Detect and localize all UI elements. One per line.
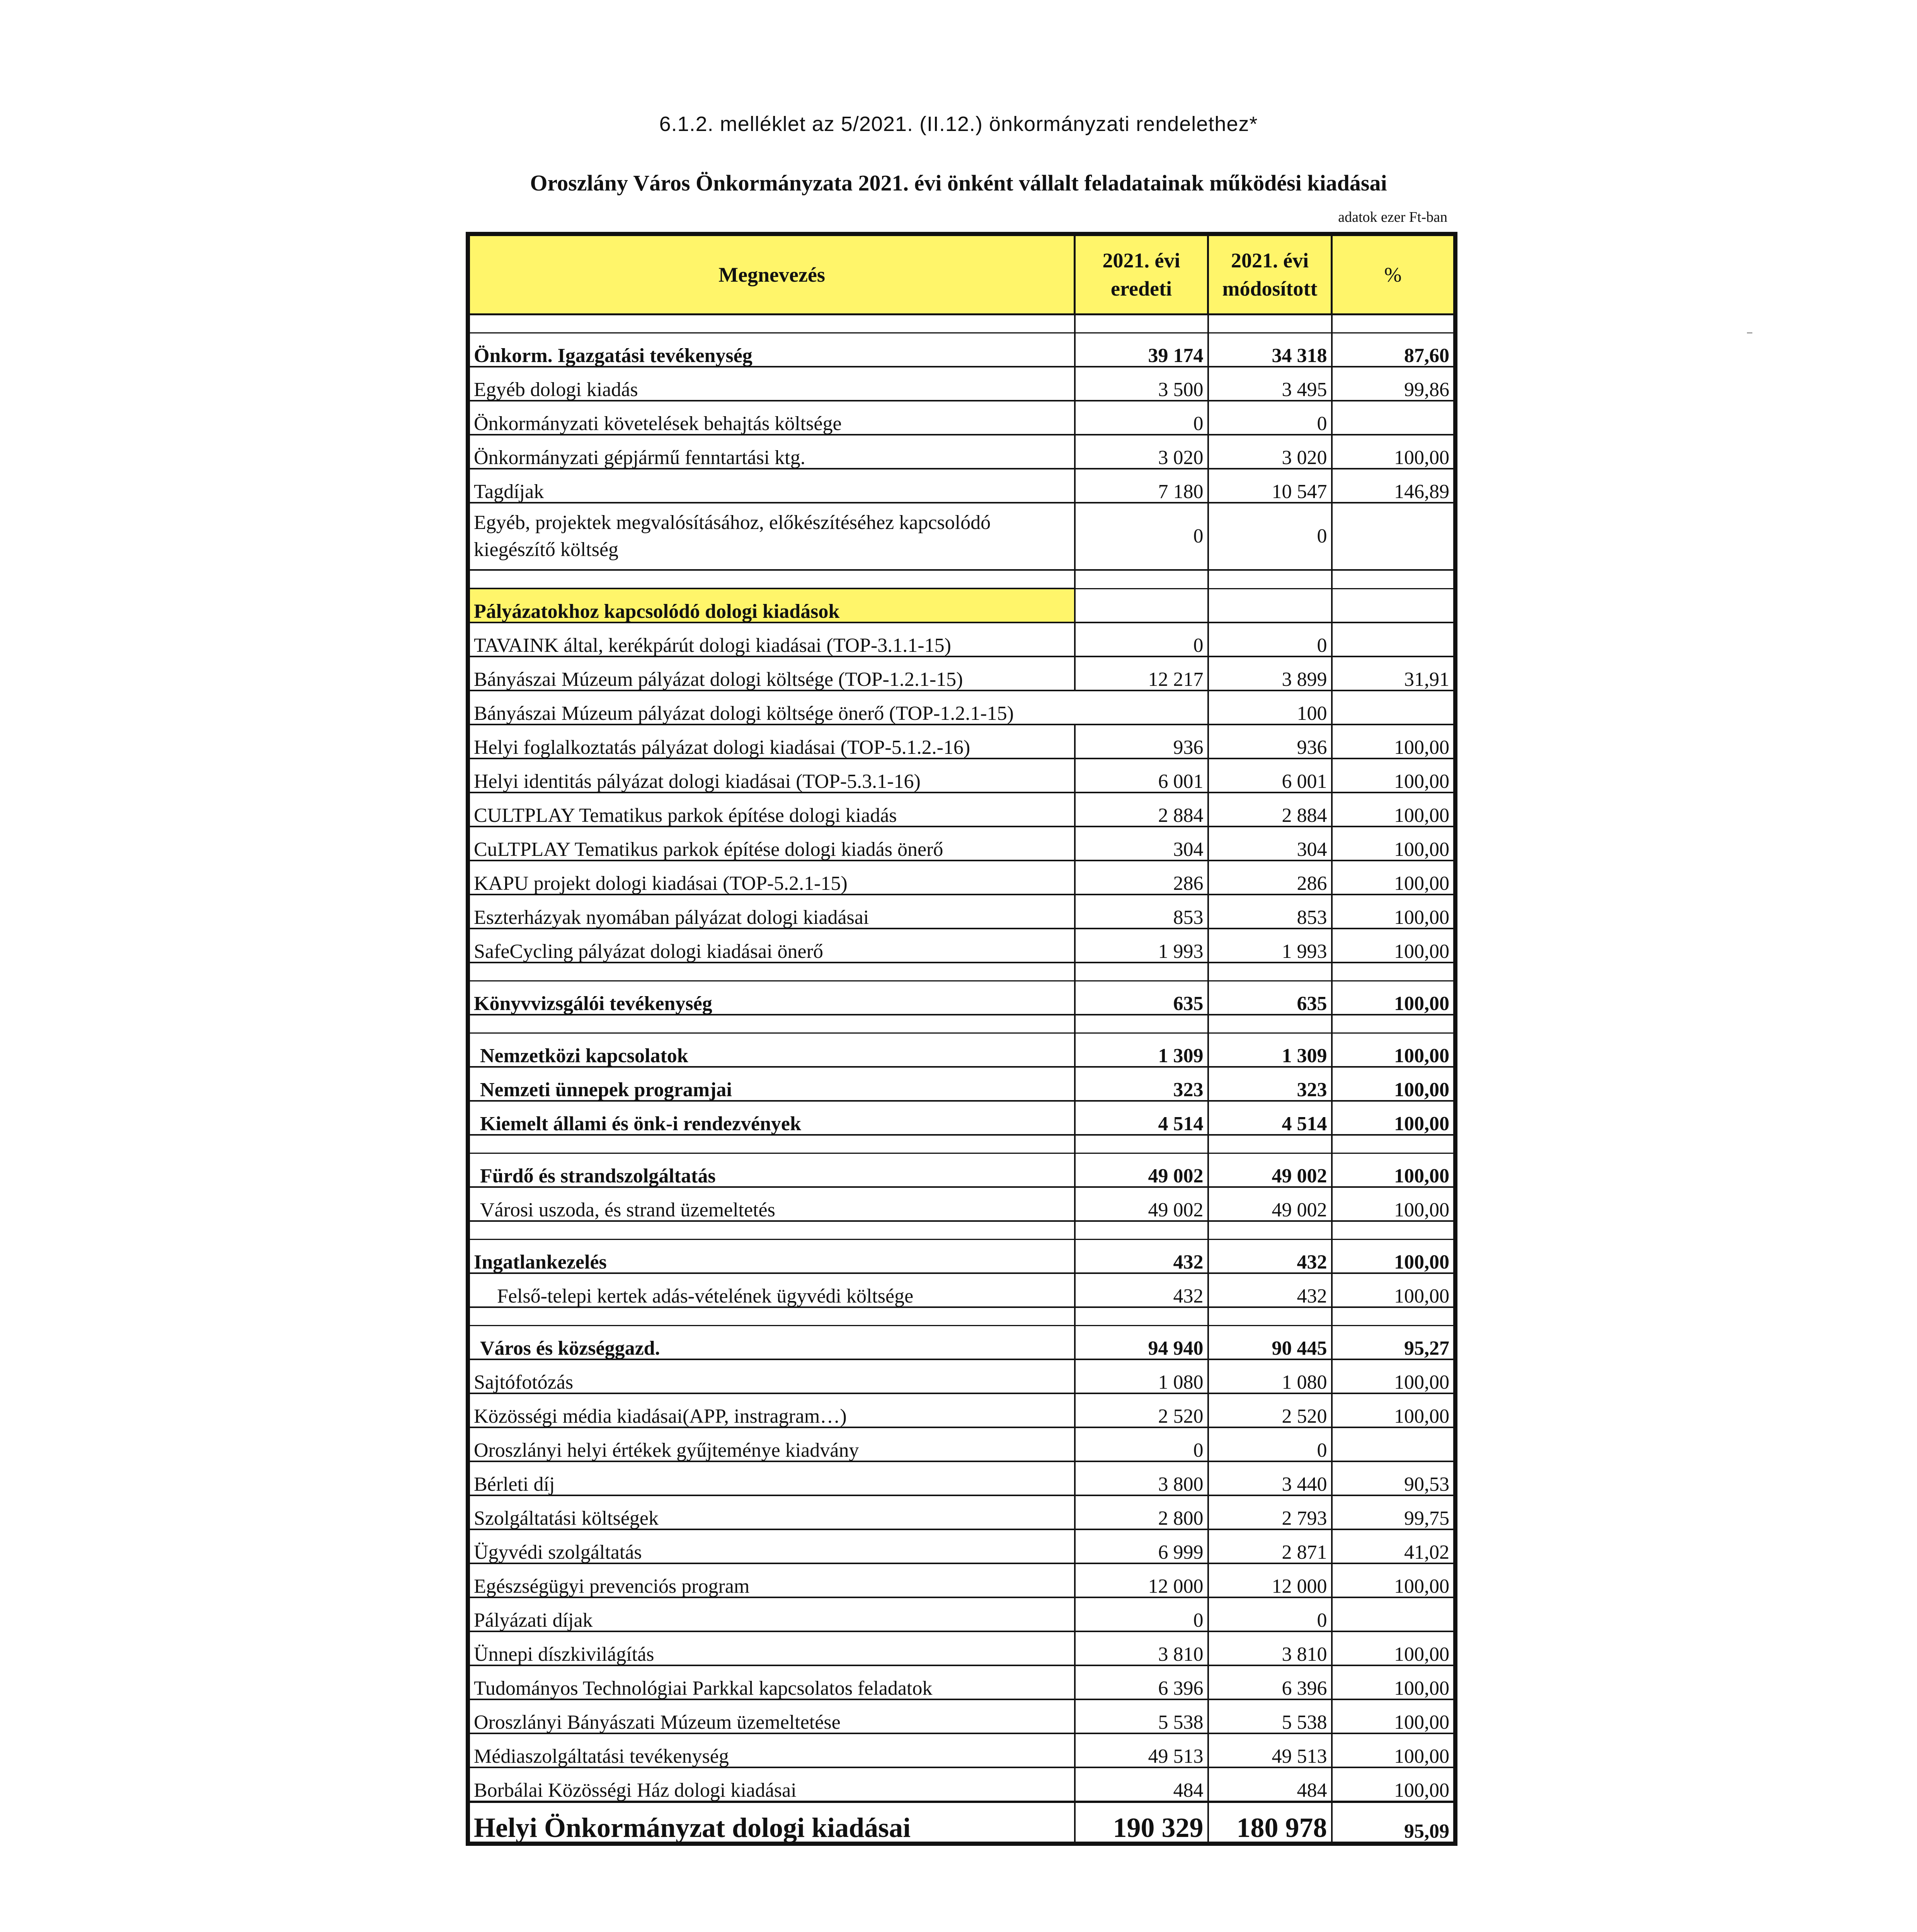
row-percent: 100,00: [1332, 1067, 1456, 1101]
row-original: 49 002: [1075, 1187, 1208, 1221]
row-name: Médiaszolgáltatási tevékenység: [468, 1733, 1075, 1767]
row-percent: 100,00: [1332, 895, 1456, 929]
row-name: Nemzetközi kapcsolatok: [468, 1033, 1075, 1067]
total-row: [468, 1802, 1456, 1844]
row-name: Önkorm. Igazgatási tevékenység: [468, 333, 1075, 367]
row-percent: 100,00: [1332, 1767, 1456, 1802]
table-row: [468, 759, 1456, 793]
row-name: TAVAINK által, kerékpárút dologi kiadásai (TOP-3.1.1-15): [468, 622, 1075, 656]
row-name: Városi uszoda, és strand üzemeltetés: [468, 1187, 1075, 1221]
row-modified: 1 080: [1208, 1359, 1332, 1393]
row-modified: 6 001: [1208, 759, 1332, 793]
spacer-row: [468, 315, 1456, 333]
table-row: [468, 1273, 1456, 1307]
table-row: [468, 724, 1456, 759]
table-row: [468, 1699, 1456, 1733]
row-name: Nemzeti ünnepek programjai: [468, 1067, 1075, 1101]
table-row: [468, 1240, 1456, 1274]
row-percent: 100,00: [1332, 1699, 1456, 1733]
row-modified: 49 002: [1208, 1187, 1332, 1221]
row-modified: 0: [1208, 1427, 1332, 1461]
section-name: Pályázatokhoz kapcsolódó dologi kiadások: [468, 588, 1075, 622]
table-row: [468, 469, 1456, 503]
table-row: [468, 1153, 1456, 1187]
table-row: [468, 981, 1456, 1015]
row-percent: 100,00: [1332, 1240, 1456, 1274]
row-name: Önkormányzati gépjármű fenntartási ktg.: [468, 435, 1075, 469]
row-percent: 95,27: [1332, 1326, 1456, 1360]
row-original: 6 999: [1075, 1529, 1208, 1563]
row-name: Helyi foglalkoztatás pályázat dologi kiadásai (TOP-5.1.2.-16): [468, 724, 1075, 759]
row-name: Könyvvizsgálói tevékenység: [468, 981, 1075, 1015]
header-original: 2021. évi eredeti: [1075, 234, 1208, 315]
row-modified: 49 513: [1208, 1733, 1332, 1767]
row-modified: 0: [1208, 401, 1332, 435]
row-original: 6 396: [1075, 1665, 1208, 1699]
section-row: [468, 588, 1456, 622]
row-percent: 100,00: [1332, 1631, 1456, 1665]
row-name: Kiemelt állami és önk-i rendezvények: [468, 1101, 1075, 1135]
row-percent: [1332, 622, 1456, 656]
row-modified: 635: [1208, 981, 1332, 1015]
row-modified: 49 002: [1208, 1153, 1332, 1187]
table-row: [468, 622, 1456, 656]
row-percent: [1332, 690, 1456, 724]
row-percent: 100,00: [1332, 1665, 1456, 1699]
table-row: [468, 861, 1456, 895]
row-modified: 100: [1208, 690, 1332, 724]
row-modified: 0: [1208, 622, 1332, 656]
row-percent: [1332, 401, 1456, 435]
row-modified: 0: [1208, 1597, 1332, 1631]
row-modified: 2 884: [1208, 793, 1332, 827]
table-row: [468, 367, 1456, 401]
total-modified: 180 978: [1208, 1802, 1332, 1844]
table-row: [468, 1187, 1456, 1221]
row-percent: 100,00: [1332, 1393, 1456, 1427]
row-modified: 4 514: [1208, 1101, 1332, 1135]
attachment-header-note: 6.1.2. melléklet az 5/2021. (II.12.) önkormányzati rendelethez*: [659, 112, 1258, 136]
row-original: 0: [1075, 503, 1208, 570]
table1-header-row: [468, 234, 1456, 315]
row-original: 286: [1075, 861, 1208, 895]
row-name: Felső-telepi kertek adás-vételének ügyvédi költsége: [468, 1273, 1075, 1307]
row-name: Borbálai Közösségi Ház dologi kiadásai: [468, 1767, 1075, 1802]
table-row: [468, 1597, 1456, 1631]
row-name: Szolgáltatási költségek: [468, 1495, 1075, 1529]
table-row: [468, 435, 1456, 469]
row-original: 6 001: [1075, 759, 1208, 793]
spacer-row: [468, 570, 1456, 588]
row-original: 1 080: [1075, 1359, 1208, 1393]
row-original: 3 810: [1075, 1631, 1208, 1665]
row-name: Bányászai Múzeum pályázat dologi költsége önerő (TOP-1.2.1-15): [468, 690, 1208, 724]
row-modified: 1 993: [1208, 929, 1332, 963]
row-name: Közösségi média kiadásai(APP, instragram…): [468, 1393, 1075, 1427]
row-original: 853: [1075, 895, 1208, 929]
table-row: [468, 1563, 1456, 1597]
table-row: [468, 401, 1456, 435]
header-modified: 2021. évi módosított: [1208, 234, 1332, 315]
row-original: 0: [1075, 1597, 1208, 1631]
spacer-row: [468, 1307, 1456, 1326]
row-original: 484: [1075, 1767, 1208, 1802]
row-original: 49 513: [1075, 1733, 1208, 1767]
row-percent: 100,00: [1332, 1273, 1456, 1307]
row-percent: 100,00: [1332, 793, 1456, 827]
row-name: CULTPLAY Tematikus parkok építése dologi kiadás: [468, 793, 1075, 827]
row-percent: 90,53: [1332, 1461, 1456, 1495]
row-original: 12 217: [1075, 656, 1208, 690]
row-modified: 3 810: [1208, 1631, 1332, 1665]
row-original: 3 800: [1075, 1461, 1208, 1495]
row-name: Egyéb dologi kiadás: [468, 367, 1075, 401]
row-original: 936: [1075, 724, 1208, 759]
row-name: Ügyvédi szolgáltatás: [468, 1529, 1075, 1563]
row-percent: 100,00: [1332, 1033, 1456, 1067]
row-modified: 3 899: [1208, 656, 1332, 690]
row-percent: 100,00: [1332, 827, 1456, 861]
row-original: 1 993: [1075, 929, 1208, 963]
row-name: Tudományos Technológiai Parkkal kapcsolatos feladatok: [468, 1665, 1075, 1699]
row-percent: 100,00: [1332, 1101, 1456, 1135]
table-row: [468, 827, 1456, 861]
table-row: [468, 1427, 1456, 1461]
row-original: 5 538: [1075, 1699, 1208, 1733]
row-original: 4 514: [1075, 1101, 1208, 1135]
row-percent: 99,75: [1332, 1495, 1456, 1529]
row-name: Önkormányzati követelések behajtás költsége: [468, 401, 1075, 435]
row-original: 3 020: [1075, 435, 1208, 469]
row-percent: 100,00: [1332, 1153, 1456, 1187]
row-original: 0: [1075, 622, 1208, 656]
row-percent: 100,00: [1332, 1733, 1456, 1767]
row-modified: 304: [1208, 827, 1332, 861]
row-name: CuLTPLAY Tematikus parkok építése dologi kiadás önerő: [468, 827, 1075, 861]
row-modified: 10 547: [1208, 469, 1332, 503]
row-percent: 100,00: [1332, 759, 1456, 793]
table-row: [468, 1326, 1456, 1360]
row-name: Pályázati díjak: [468, 1597, 1075, 1631]
row-percent: 41,02: [1332, 1529, 1456, 1563]
table-row: [468, 1733, 1456, 1767]
row-modified: 3 440: [1208, 1461, 1332, 1495]
row-name: Helyi identitás pályázat dologi kiadásai (TOP-5.3.1-16): [468, 759, 1075, 793]
row-modified: 5 538: [1208, 1699, 1332, 1733]
table-row: [468, 1529, 1456, 1563]
table-row: [468, 1461, 1456, 1495]
table-row: [468, 1631, 1456, 1665]
row-name: Ünnepi díszkivilágítás: [468, 1631, 1075, 1665]
spacer-row: [468, 1135, 1456, 1153]
row-name: Sajtófotózás: [468, 1359, 1075, 1393]
row-name: Ingatlankezelés: [468, 1240, 1075, 1274]
table-row: [468, 1359, 1456, 1393]
row-original: 304: [1075, 827, 1208, 861]
total-percent: 95,09: [1332, 1802, 1456, 1844]
total-original: 190 329: [1075, 1802, 1208, 1844]
row-percent: [1332, 503, 1456, 570]
row-original: 0: [1075, 1427, 1208, 1461]
row-original: 39 174: [1075, 333, 1208, 367]
row-modified: 6 396: [1208, 1665, 1332, 1699]
row-modified: 432: [1208, 1240, 1332, 1274]
row-modified: 432: [1208, 1273, 1332, 1307]
row-modified: 2 793: [1208, 1495, 1332, 1529]
total-name: Helyi Önkormányzat dologi kiadásai: [468, 1802, 1075, 1844]
spacer-row: [468, 963, 1456, 981]
table-row: [468, 1665, 1456, 1699]
table-row: [468, 1067, 1456, 1101]
row-modified: 0: [1208, 503, 1332, 570]
row-original: 7 180: [1075, 469, 1208, 503]
row-name: Eszterházyak nyomában pályázat dologi kiadásai: [468, 895, 1075, 929]
row-original: 2 520: [1075, 1393, 1208, 1427]
table-row: [468, 690, 1456, 724]
row-modified: 3 020: [1208, 435, 1332, 469]
row-percent: 100,00: [1332, 1187, 1456, 1221]
row-modified: 936: [1208, 724, 1332, 759]
header-name: Megnevezés: [468, 234, 1075, 315]
table-row: [468, 333, 1456, 367]
row-modified: 286: [1208, 861, 1332, 895]
table-row: [468, 1767, 1456, 1802]
row-modified: 2 520: [1208, 1393, 1332, 1427]
row-percent: [1332, 1427, 1456, 1461]
row-modified: 1 309: [1208, 1033, 1332, 1067]
row-modified: 2 871: [1208, 1529, 1332, 1563]
spacer-row: [468, 1221, 1456, 1240]
row-original: 2 800: [1075, 1495, 1208, 1529]
operating-expenses-table: [466, 232, 1457, 1846]
row-original: 432: [1075, 1273, 1208, 1307]
table-row: [468, 1495, 1456, 1529]
row-name: Egyéb, projektek megvalósításához, előkészítéséhez kapcsolódó kiegészítő költség: [468, 503, 1075, 570]
row-percent: 100,00: [1332, 435, 1456, 469]
row-modified: 12 000: [1208, 1563, 1332, 1597]
row-modified: 484: [1208, 1767, 1332, 1802]
row-name: Város és községgazd.: [468, 1326, 1075, 1360]
row-original: 432: [1075, 1240, 1208, 1274]
table-row: [468, 1393, 1456, 1427]
row-original: 12 000: [1075, 1563, 1208, 1597]
row-original: 1 309: [1075, 1033, 1208, 1067]
row-original: 94 940: [1075, 1326, 1208, 1360]
row-percent: 100,00: [1332, 929, 1456, 963]
spacer-row: [468, 1015, 1456, 1033]
row-original: 635: [1075, 981, 1208, 1015]
row-modified: 323: [1208, 1067, 1332, 1101]
table-row: [468, 503, 1456, 570]
row-percent: 100,00: [1332, 1563, 1456, 1597]
row-original: 3 500: [1075, 367, 1208, 401]
row-name: Tagdíjak: [468, 469, 1075, 503]
table-row: [468, 793, 1456, 827]
row-percent: 100,00: [1332, 861, 1456, 895]
row-name: Oroszlányi Bányászati Múzeum üzemeltetése: [468, 1699, 1075, 1733]
row-modified: 853: [1208, 895, 1332, 929]
table1-unit-note: adatok ezer Ft-ban: [1338, 209, 1447, 225]
row-percent: 146,89: [1332, 469, 1456, 503]
row-percent: [1332, 588, 1456, 622]
table-row: [468, 895, 1456, 929]
row-name: Bérleti díj: [468, 1461, 1075, 1495]
row-original: 0: [1075, 401, 1208, 435]
row-original: 323: [1075, 1067, 1208, 1101]
row-percent: [1332, 1597, 1456, 1631]
table-row: [468, 1101, 1456, 1135]
row-original: 2 884: [1075, 793, 1208, 827]
table1-title: Oroszlány Város Önkormányzata 2021. évi önként vállalt feladatainak működési kiadásai: [530, 170, 1387, 196]
row-percent: 99,86: [1332, 367, 1456, 401]
row-modified: 3 495: [1208, 367, 1332, 401]
row-percent: 100,00: [1332, 1359, 1456, 1393]
row-name: KAPU projekt dologi kiadásai (TOP-5.2.1-15): [468, 861, 1075, 895]
row-percent: 100,00: [1332, 724, 1456, 759]
table-row: [468, 1033, 1456, 1067]
row-name: Oroszlányi helyi értékek gyűjteménye kiadvány: [468, 1427, 1075, 1461]
row-name: Egészségügyi prevenciós program: [468, 1563, 1075, 1597]
row-name: SafeCycling pályázat dologi kiadásai önerő: [468, 929, 1075, 963]
row-modified: [1208, 588, 1332, 622]
row-original: [1075, 588, 1208, 622]
table-row: [468, 656, 1456, 690]
row-modified: 90 445: [1208, 1326, 1332, 1360]
header-percent: %: [1332, 234, 1456, 315]
row-name: Fürdő és strandszolgáltatás: [468, 1153, 1075, 1187]
table-row: [468, 929, 1456, 963]
row-modified: 34 318: [1208, 333, 1332, 367]
row-percent: 87,60: [1332, 333, 1456, 367]
row-percent: 100,00: [1332, 981, 1456, 1015]
scan-mark: [1747, 332, 1752, 333]
row-name: Bányászai Múzeum pályázat dologi költsége (TOP-1.2.1-15): [468, 656, 1075, 690]
row-original: 49 002: [1075, 1153, 1208, 1187]
row-percent: 31,91: [1332, 656, 1456, 690]
